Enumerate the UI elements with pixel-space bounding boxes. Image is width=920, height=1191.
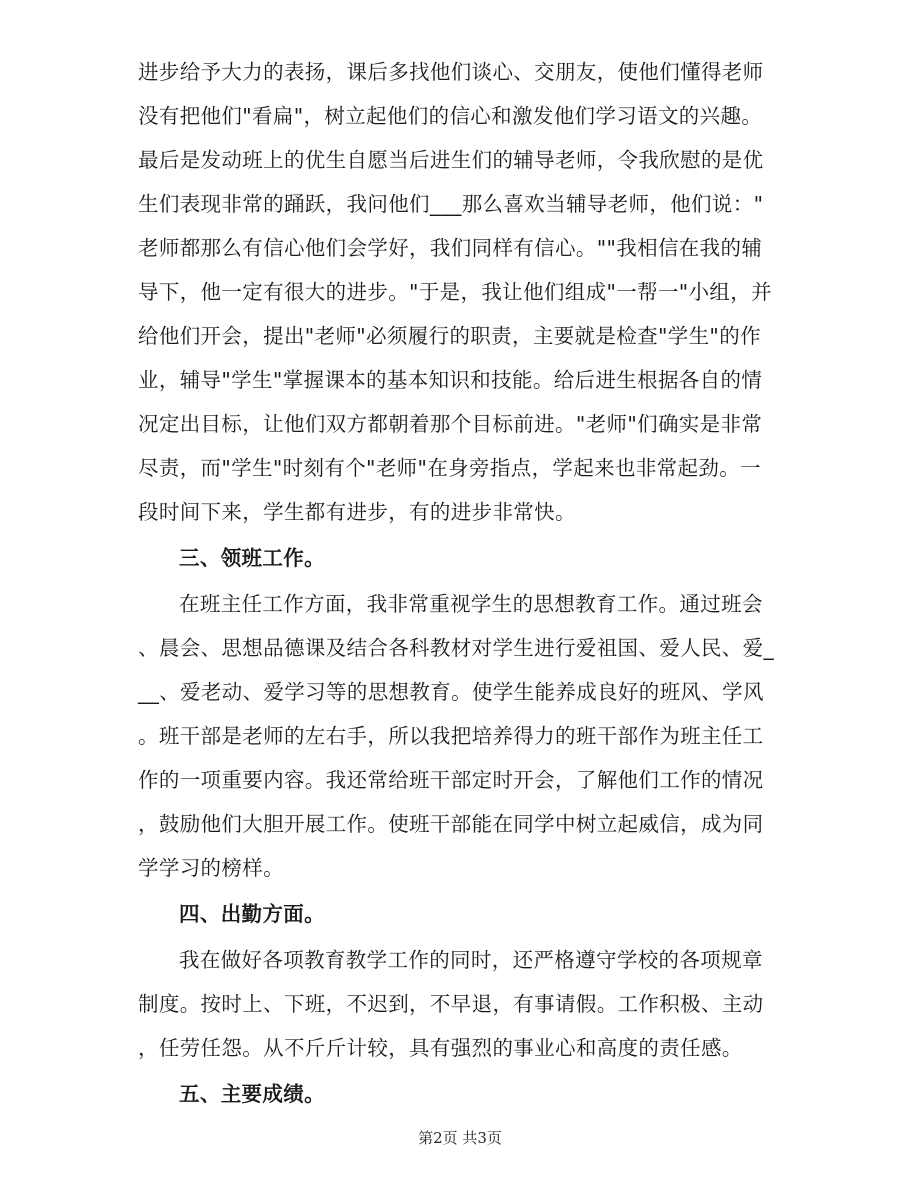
section-heading-5: 五、主要成绩。 <box>179 1082 325 1106</box>
paragraph-line: 作的一项重要内容。我还常给班干部定时开会，了解他们工作的情况 <box>138 768 764 792</box>
paragraph-line: 给他们开会，提出"老师"必须履行的职责，主要就是检查"学生"的作 <box>138 324 761 348</box>
paragraph-line: 业，辅导"学生"掌握课本的基本知识和技能。给后进生根据各自的情 <box>138 368 763 392</box>
paragraph-line: 最后是发动班上的优生自愿当后进生们的辅导老师，令我欣慰的是优 <box>138 148 764 172</box>
paragraph-line: 生们表现非常的踊跃，我问他们___那么喜欢当辅导老师，他们说：" <box>138 192 764 216</box>
section-heading-3: 三、领班工作。 <box>179 546 325 570</box>
paragraph-line: ，任劳任怨。从不斤斤计较，具有强烈的事业心和高度的责任感。 <box>138 1036 743 1060</box>
paragraph-line: 尽责，而"学生"时刻有个"老师"在身旁指点，学起来也非常起劲。一 <box>138 456 761 480</box>
paragraph-line: 段时间下来，学生都有进步，有的进步非常快。 <box>138 500 576 524</box>
paragraph-line: 况定出目标，让他们双方都朝着那个目标前进。"老师"们确实是非常 <box>138 412 763 436</box>
paragraph-line: 进步给予大力的表扬，课后多找他们谈心、交朋友，使他们懂得老师 <box>138 60 764 84</box>
paragraph-line: __、爱老动、爱学习等的思想教育。使学生能养成良好的班风、学风 <box>138 680 764 704</box>
paragraph-line: 我在做好各项教育教学工作的同时，还严格遵守学校的各项规章 <box>179 948 763 972</box>
paragraph-line: 、晨会、思想品德课及结合各科教材对学生进行爱祖国、爱人民、爱_ <box>138 636 775 660</box>
paragraph-line: 制度。按时上、下班，不迟到，不早退，有事请假。工作积极、主动 <box>138 992 764 1016</box>
section-heading-4: 四、出勤方面。 <box>179 902 325 926</box>
paragraph-line: 没有把他们"看扁"，树立起他们的信心和激发他们学习语文的兴趣。 <box>138 104 763 128</box>
paragraph-line: 导下，他一定有很大的进步。"于是，我让他们组成"一帮一"小组，并 <box>138 280 772 304</box>
paragraph-line: ，鼓励他们大胆开展工作。使班干部能在同学中树立起威信，成为同 <box>138 812 764 836</box>
paragraph-line: 。班干部是老师的左右手，所以我把培养得力的班干部作为班主任工 <box>138 724 764 748</box>
page-footer: 第2页 共3页 <box>418 1129 502 1147</box>
paragraph-line: 学学习的榜样。 <box>138 856 284 880</box>
paragraph-line: 在班主任工作方面，我非常重视学生的思想教育工作。通过班会 <box>179 592 763 616</box>
paragraph-line: 老师都那么有信心他们会学好，我们同样有信心。""我相信在我的辅 <box>138 236 763 260</box>
